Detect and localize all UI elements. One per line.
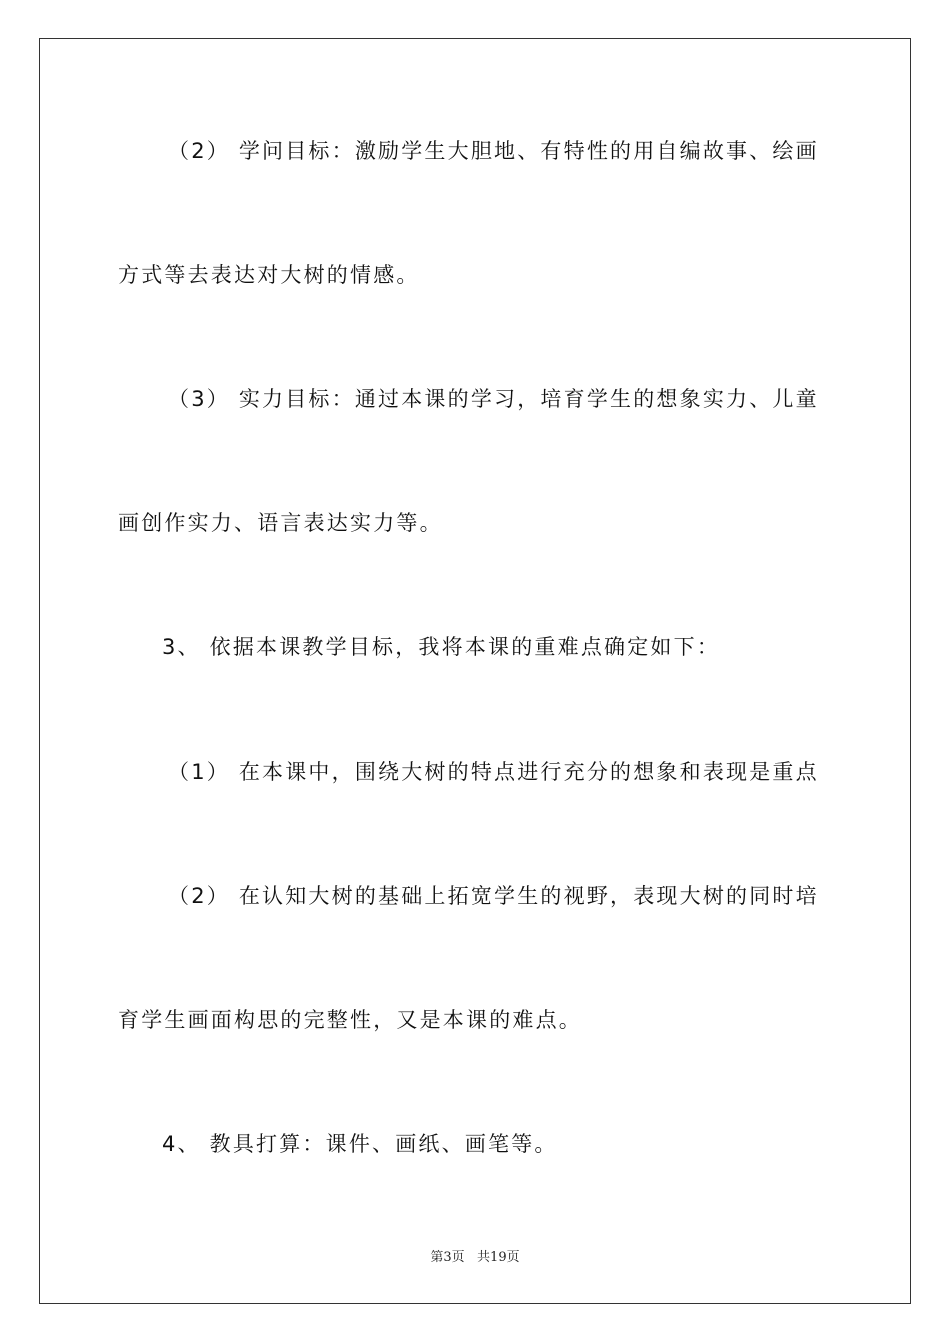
paragraph-line: 育学生画面构思的完整性，又是本课的难点。	[118, 1008, 582, 1032]
paragraph-line: （1） 在本课中，围绕大树的特点进行充分的想象和表现是重点	[168, 760, 819, 784]
page-number-footer: 第3页 共19页	[430, 1250, 520, 1265]
page-border	[39, 38, 911, 1304]
paragraph-line: （2） 在认知大树的基础上拓宽学生的视野，表现大树的同时培	[168, 884, 819, 908]
paragraph-line: 3、 依据本课教学目标，我将本课的重难点确定如下：	[162, 635, 721, 659]
paragraph-line: 方式等去表达对大树的情感。	[118, 263, 420, 287]
paragraph-line: （2） 学问目标：激励学生大胆地、有特性的用自编故事、绘画	[168, 139, 819, 163]
paragraph-line: 画创作实力、语言表达实力等。	[118, 511, 443, 535]
paragraph-line: （3） 实力目标：通过本课的学习，培育学生的想象实力、儿童	[168, 387, 819, 411]
paragraph-line: 4、 教具打算：课件、画纸、画笔等。	[162, 1132, 558, 1156]
